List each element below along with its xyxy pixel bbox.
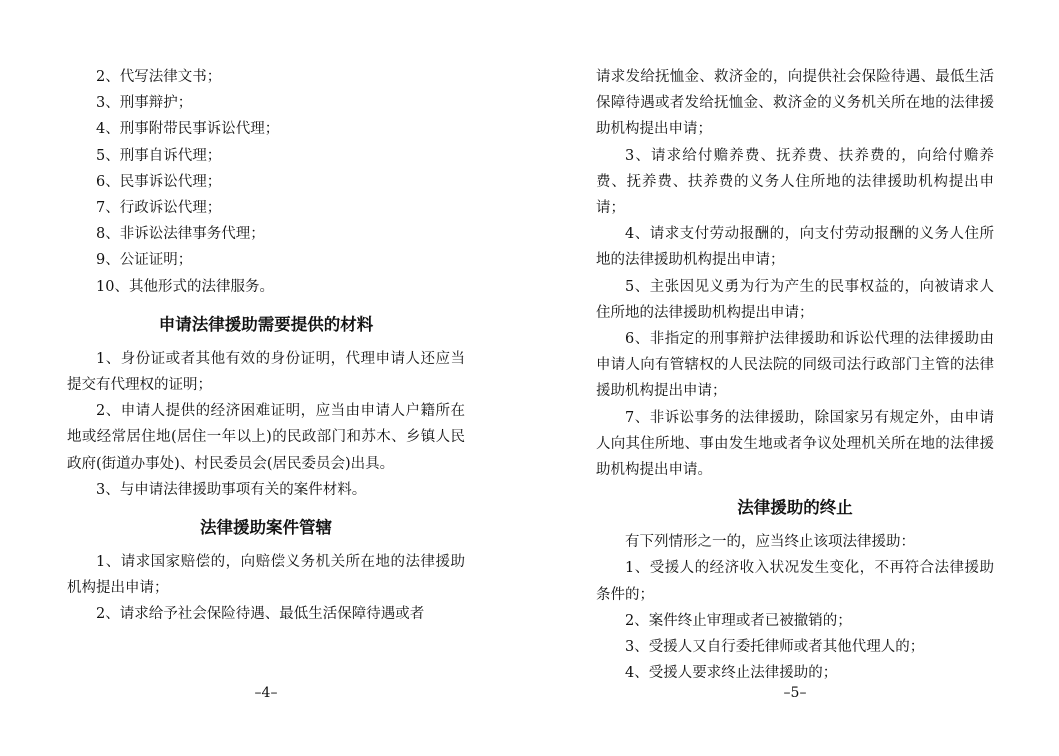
jurisdiction-item: 1、请求国家赔偿的，向赔偿义务机关所在地的法律援助机构提出申请； bbox=[67, 554, 465, 597]
jurisdiction-item: 4、请求支付劳动报酬的，向支付劳动报酬的义务人住所地的法律援助机构提出申请； bbox=[596, 226, 994, 269]
service-item: 9、公证证明； bbox=[96, 252, 193, 269]
service-item: 3、刑事辩护； bbox=[96, 95, 193, 112]
jurisdiction-item: 5、主张因见义勇为行为产生的民事权益的，向被请求人住所地的法律援助机构提出申请； bbox=[596, 278, 994, 321]
service-item: 5、刑事自诉代理； bbox=[96, 147, 222, 164]
service-item: 4、刑事附带民事诉讼代理； bbox=[96, 121, 280, 138]
materials-item: 1、身份证或者其他有效的身份证明，代理申请人还应当提交有代理权的证明； bbox=[67, 350, 465, 394]
materials-item: 2、申请人提供的经济困难证明，应当由申请人户籍所在地或经常居住地(居住一年以上)的民政部门和苏木、乡镇人民政府(街道办事处)、村民委员会(居民委员会)出具。 bbox=[67, 403, 465, 472]
service-item: 6、民事诉讼代理； bbox=[96, 173, 222, 190]
page-number-left: –4– bbox=[254, 685, 278, 701]
service-item: 8、非诉讼法律事务代理； bbox=[96, 226, 265, 243]
jurisdiction-item: 2、请求给予社会保险待遇、最低生活保障待遇或者 bbox=[96, 606, 425, 623]
materials-item: 3、与申请法律援助事项有关的案件材料。 bbox=[96, 481, 367, 498]
termination-intro: 有下列情形之一的，应当终止该项法律援助： bbox=[625, 534, 915, 551]
service-item: 2、代写法律文书； bbox=[96, 69, 222, 85]
heading-materials: 申请法律援助需要提供的材料 bbox=[158, 314, 374, 334]
termination-item: 1、受援人的经济收入状况发生变化，不再符合法律援助条件的； bbox=[596, 560, 994, 603]
jurisdiction-item: 7、非诉讼事务的法律援助，除国家另有规定外，由申请人向其住所地、事由发生地或者争议处理机关所在地的法律援助机构提出申请。 bbox=[596, 409, 994, 479]
jurisdiction-item: 6、非指定的刑事辩护法律援助和诉讼代理的法律援助由申请人向有管辖权的人民法院的同级司法行政部门主管的法律援助机构提出申请； bbox=[596, 331, 994, 400]
page-number-right: –5– bbox=[783, 685, 807, 701]
termination-item: 4、受援人要求终止法律援助的； bbox=[625, 665, 838, 682]
service-item: 7、行政诉讼代理； bbox=[96, 200, 222, 217]
left-page bbox=[67, 64, 465, 628]
jurisdiction-item: 3、请求给付赡养费、抚养费、扶养费的，向给付赡养费、抚养费、扶养费的义务人住所地的法律援助机构提出申请； bbox=[596, 147, 994, 217]
heading-termination: 法律援助的终止 bbox=[737, 498, 853, 518]
heading-jurisdiction: 法律援助案件管辖 bbox=[200, 518, 332, 538]
right-page bbox=[596, 64, 994, 686]
service-item: 10、其他形式的法律服务。 bbox=[96, 278, 274, 295]
termination-item: 3、受援人又自行委托律师或者其他代理人的； bbox=[625, 639, 925, 656]
termination-item: 2、案件终止审理或者已被撤销的； bbox=[625, 612, 852, 629]
jurisdiction-continuation: 请求发给抚恤金、救济金的，向提供社会保险待遇、最低生活保障待遇或者发给抚恤金、救济金的义务机关所在地的法律援助机构提出申请； bbox=[596, 69, 994, 138]
